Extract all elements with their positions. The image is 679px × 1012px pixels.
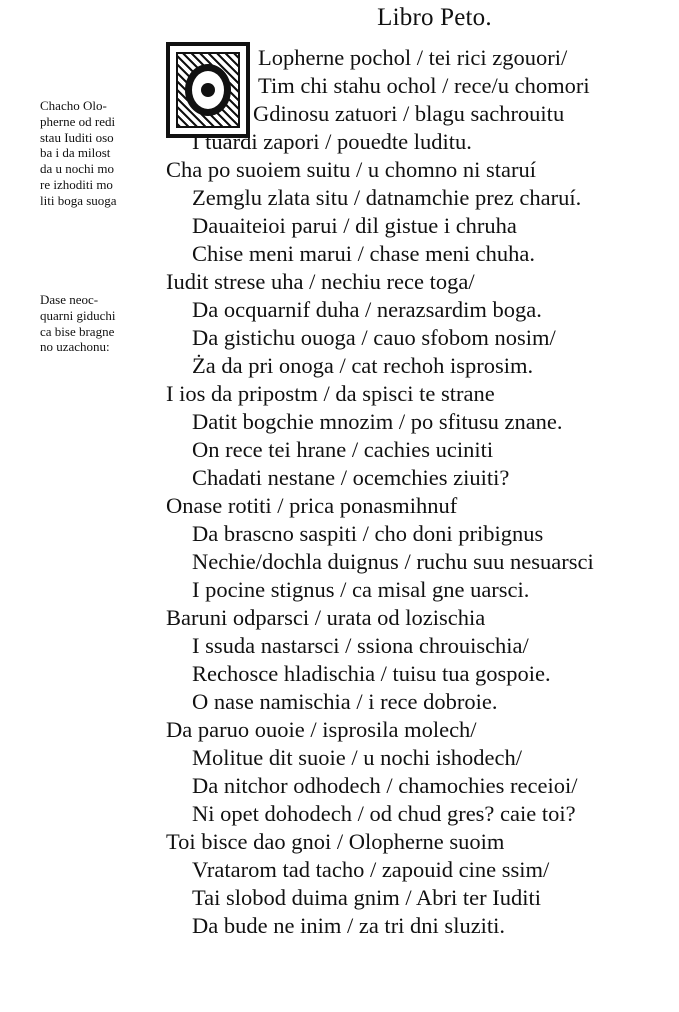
initial-center-ornament: [201, 83, 215, 97]
verse-line: Toi bisce dao gnoi / Olopherne suoim: [166, 829, 505, 854]
verse-line: Nechie/dochla duignus / ruchu suu nesuarsci: [192, 549, 594, 574]
verse-line: Vratarom tad tacho / zapouid cine ssim/: [192, 857, 550, 882]
margin-note-line: Dase neoc-: [40, 292, 99, 307]
verse-line: Ża da pri onoga / cat rechoh isprosim.: [192, 353, 534, 378]
verse-line: Chise meni marui / chase meni chuha.: [192, 241, 536, 266]
verse-line: Da paruo ouoie / isprosila molech/: [166, 717, 477, 742]
verse-line: Gdinosu zatuori / blagu sachrouitu: [253, 101, 565, 126]
verse-line: Da bude ne inim / za tri dni sluziti.: [192, 913, 506, 938]
margin-note-line: no uzachonu:: [40, 339, 110, 355]
verse-line: Datit bogchie mnozim / po sfitusu znane.: [192, 409, 563, 434]
verse-line: Chadati nestane / ocemchies ziuiti?: [192, 465, 510, 490]
verse-line: Tai slobod duima gnim / Abri ter Iuditi: [192, 885, 542, 910]
margin-note-2: [40, 292, 165, 355]
verse-line: I tuardi zapori / pouedte luditu.: [192, 129, 472, 154]
verse-line: I pocine stignus / ca misal gne uarsci.: [192, 577, 530, 602]
decorated-initial-letter: [166, 42, 250, 138]
verse-line: Dauaiteioi parui / dil gistue i chruha: [192, 213, 517, 238]
verse-line: O nase namischia / i rece dobroie.: [192, 689, 498, 714]
margin-note-1: [40, 98, 165, 209]
verse-line: Da nitchor odhodech / chamochies receioi/: [192, 773, 578, 798]
verse-line: Tim chi stahu ochol / rece/u chomori: [258, 73, 590, 98]
margin-note-line: liti boga suoga: [40, 192, 117, 208]
page-header: Libro Peto.: [377, 4, 492, 31]
margin-note-line: pherne od redi: [40, 113, 116, 129]
verse-line: Ni opet dohodech / od chud gres? caie toi?: [192, 801, 576, 826]
verse-line: Lopherne pochol / tei rici zgouori/: [258, 45, 568, 70]
verse-line: Onase rotiti / prica ponasmihnuf: [166, 493, 458, 518]
margin-note-line: ca bise bragne: [40, 323, 115, 339]
margin-note-line: quarni giduchi: [40, 307, 116, 323]
verse-line: Da brascno saspiti / cho doni pribignus: [192, 521, 544, 546]
verse-line: Zemglu zlata situ / datnamchie prez charuí.: [192, 185, 582, 210]
verse-line: Iudit strese uha / nechiu rece toga/: [166, 269, 475, 294]
verse-line: I ssuda nastarsci / ssiona chrouischia/: [192, 633, 529, 658]
verse-line: Baruni odparsci / urata od lozischia: [166, 605, 486, 630]
margin-note-line: da u nochi mo: [40, 161, 115, 177]
margin-note-line: Chacho Olo-: [40, 98, 107, 113]
verse-line: Molitue dit suoie / u nochi ishodech/: [192, 745, 522, 770]
verse-line: Cha po suoiem suitu / u chomno ni staruí: [166, 157, 536, 182]
verse-line: On rece tei hrane / cachies uciniti: [192, 437, 494, 462]
verse-line: I ios da pripostm / da spisci te strane: [166, 381, 495, 406]
verse-line: Da ocquarnif duha / nerazsardim boga.: [192, 297, 542, 322]
margin-note-line: stau Iuditi oso: [40, 129, 114, 145]
verse-line: Rechosce hladischia / tuisu tua gospoie.: [192, 661, 551, 686]
margin-note-line: ba i da milost: [40, 145, 111, 161]
verse-line: Da gistichu ouoga / cauo sfobom nosim/: [192, 325, 556, 350]
margin-note-line: re izhoditi mo: [40, 176, 113, 192]
